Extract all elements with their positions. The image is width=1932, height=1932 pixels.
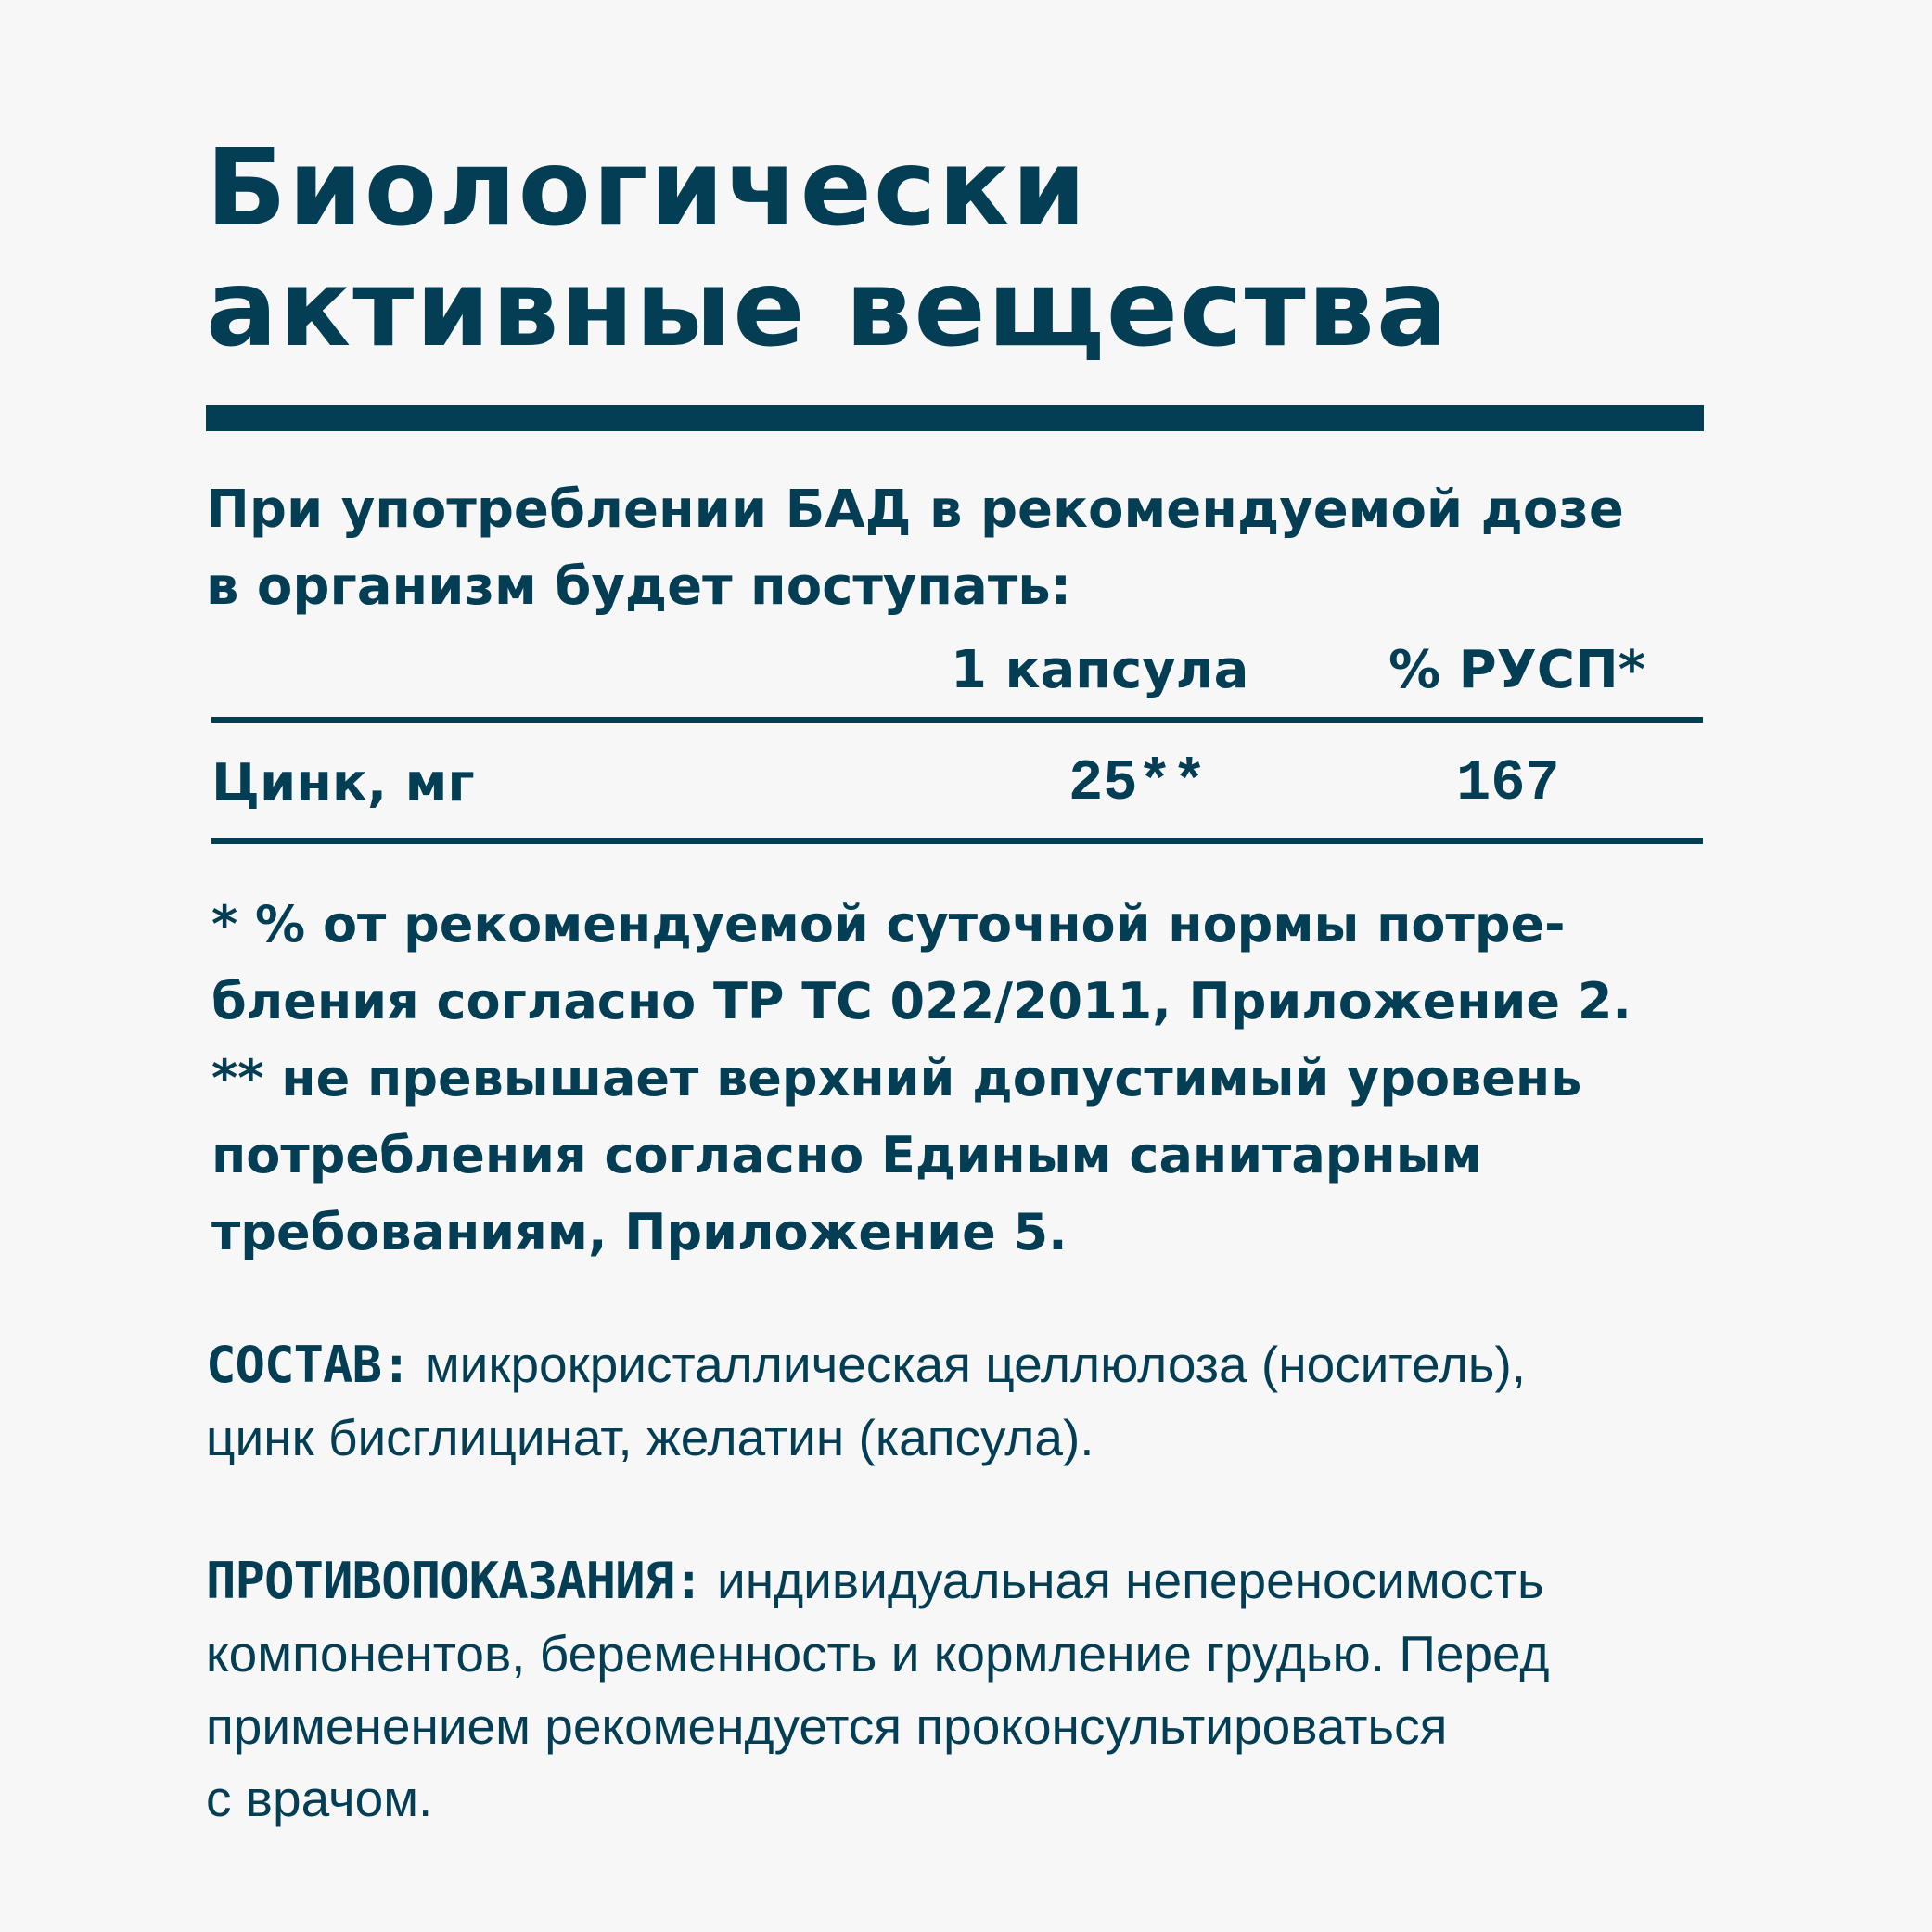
footnote-2-line-3: требованиям, Приложение 5. [211, 1203, 1068, 1261]
intro-line-2: в организм будет поступать: [206, 557, 1072, 617]
composition-label: СОСТАВ: [206, 1336, 411, 1394]
footnote-2-line-1: ** не превышает верхний допустимый уровень [211, 1049, 1582, 1107]
contraindications-line-1: индивидуальная непереносимость [702, 1552, 1544, 1609]
contraindications-label: ПРОТИВОПОКАЗАНИЯ: [206, 1552, 703, 1610]
composition-section [206, 1328, 1746, 1474]
page-title [206, 128, 1783, 369]
title-line-2: активные вещества [206, 247, 1450, 370]
contraindications-line-4: с врачом. [206, 1770, 433, 1827]
footnote-upper-limit [211, 1040, 1714, 1271]
column-header-capsule: 1 капсула [951, 640, 1249, 700]
contraindications-line-2: компонентов, беременность и кормление грудью. Перед [206, 1625, 1550, 1683]
composition-line-2: цинк бисглицинат, желатин (капсула). [206, 1409, 1094, 1466]
footnote-1-line-1: * % от рекомендуемой суточной нормы потре- [211, 895, 1566, 953]
contraindications-section [206, 1544, 1746, 1835]
composition-line-1: микрокристаллическая целлюлоза (носитель), [410, 1336, 1527, 1393]
column-header-rusp: % РУСП* [1388, 640, 1646, 700]
footnote-rusp [211, 886, 1714, 1040]
intro-line-1: При употреблении БАД в рекомендуемой дозе [206, 480, 1624, 540]
footnote-1-line-2: бления согласно ТР ТС 022/2011, Приложение 2. [211, 972, 1631, 1030]
contraindications-line-3: применением рекомендуется проконсультироваться [206, 1697, 1448, 1755]
footnote-2-line-2: потребления согласно Единым санитарным [211, 1126, 1482, 1184]
row-rusp-value: 167 [1456, 750, 1560, 816]
table-top-divider [211, 717, 1703, 723]
title-line-1: Биологически [206, 126, 1088, 249]
row-capsule-value: 25** [1068, 750, 1207, 816]
title-divider [206, 405, 1704, 431]
row-nutrient-name: Цинк, мг [211, 753, 475, 813]
intro-text [206, 471, 1727, 625]
table-bottom-divider [211, 838, 1703, 844]
